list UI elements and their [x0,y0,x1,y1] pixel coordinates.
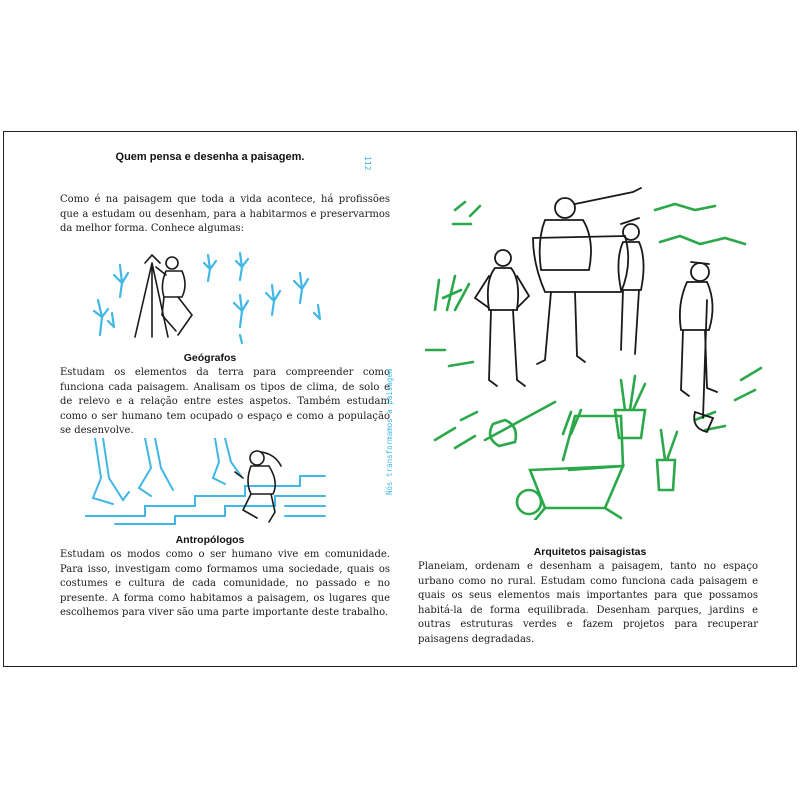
section-heading-geografos: Geógrafos [183,352,237,364]
landscape-architects-illustration [425,180,765,520]
intro-paragraph: Como é na paisagem que toda a vida acontece, há profissões que a estudam ou desenham, para a habitarmos e preservarmos da melhor forma. Conhece algumas: [60,194,390,234]
geographer-illustration [90,245,330,345]
anthropologist-illustration [85,438,335,530]
running-head: Nós transformamos a paisagem [385,368,394,495]
section-text-arquitetos: Planeiam, ordenam e desenham a paisagem, tanto no espaço urbano como no rural. Estudam como funciona cada paisagem e quais os seus elementos mais importantes para que possamos habitá-la de forma equilibrada. Desenham parques, jardins e outras estruturas verdes e fazem projetos para recuperar paisagens degradadas. [418,561,758,645]
page-number: 112 [363,156,372,171]
section-text-antropologos: Estudam os modos como o ser humano vive em comunidade. Para isso, investigam como formamos uma sociedade, quais os costumes e cultura de cada comunidade, no passado e no presente. A forma como habitamos a paisagem, os lugares que escolhemos para viver são uma parte importante deste trabalho. [60,549,390,618]
section-text-geografos: Estudam os elementos da terra para compreender como funciona cada paisagem. Analisam os tipos de clima, de solo e de relevo e a relação entre estes aspetos. Também estudam como o ser humano tem ocupado o espaço e como a população se desenvolve. [60,367,390,436]
section-heading-antropologos: Antropólogos [175,534,245,546]
page-title: Quem pensa e desenha a paisagem. [115,151,305,163]
section-heading-arquitetos: Arquitetos paisagistas [533,546,647,558]
